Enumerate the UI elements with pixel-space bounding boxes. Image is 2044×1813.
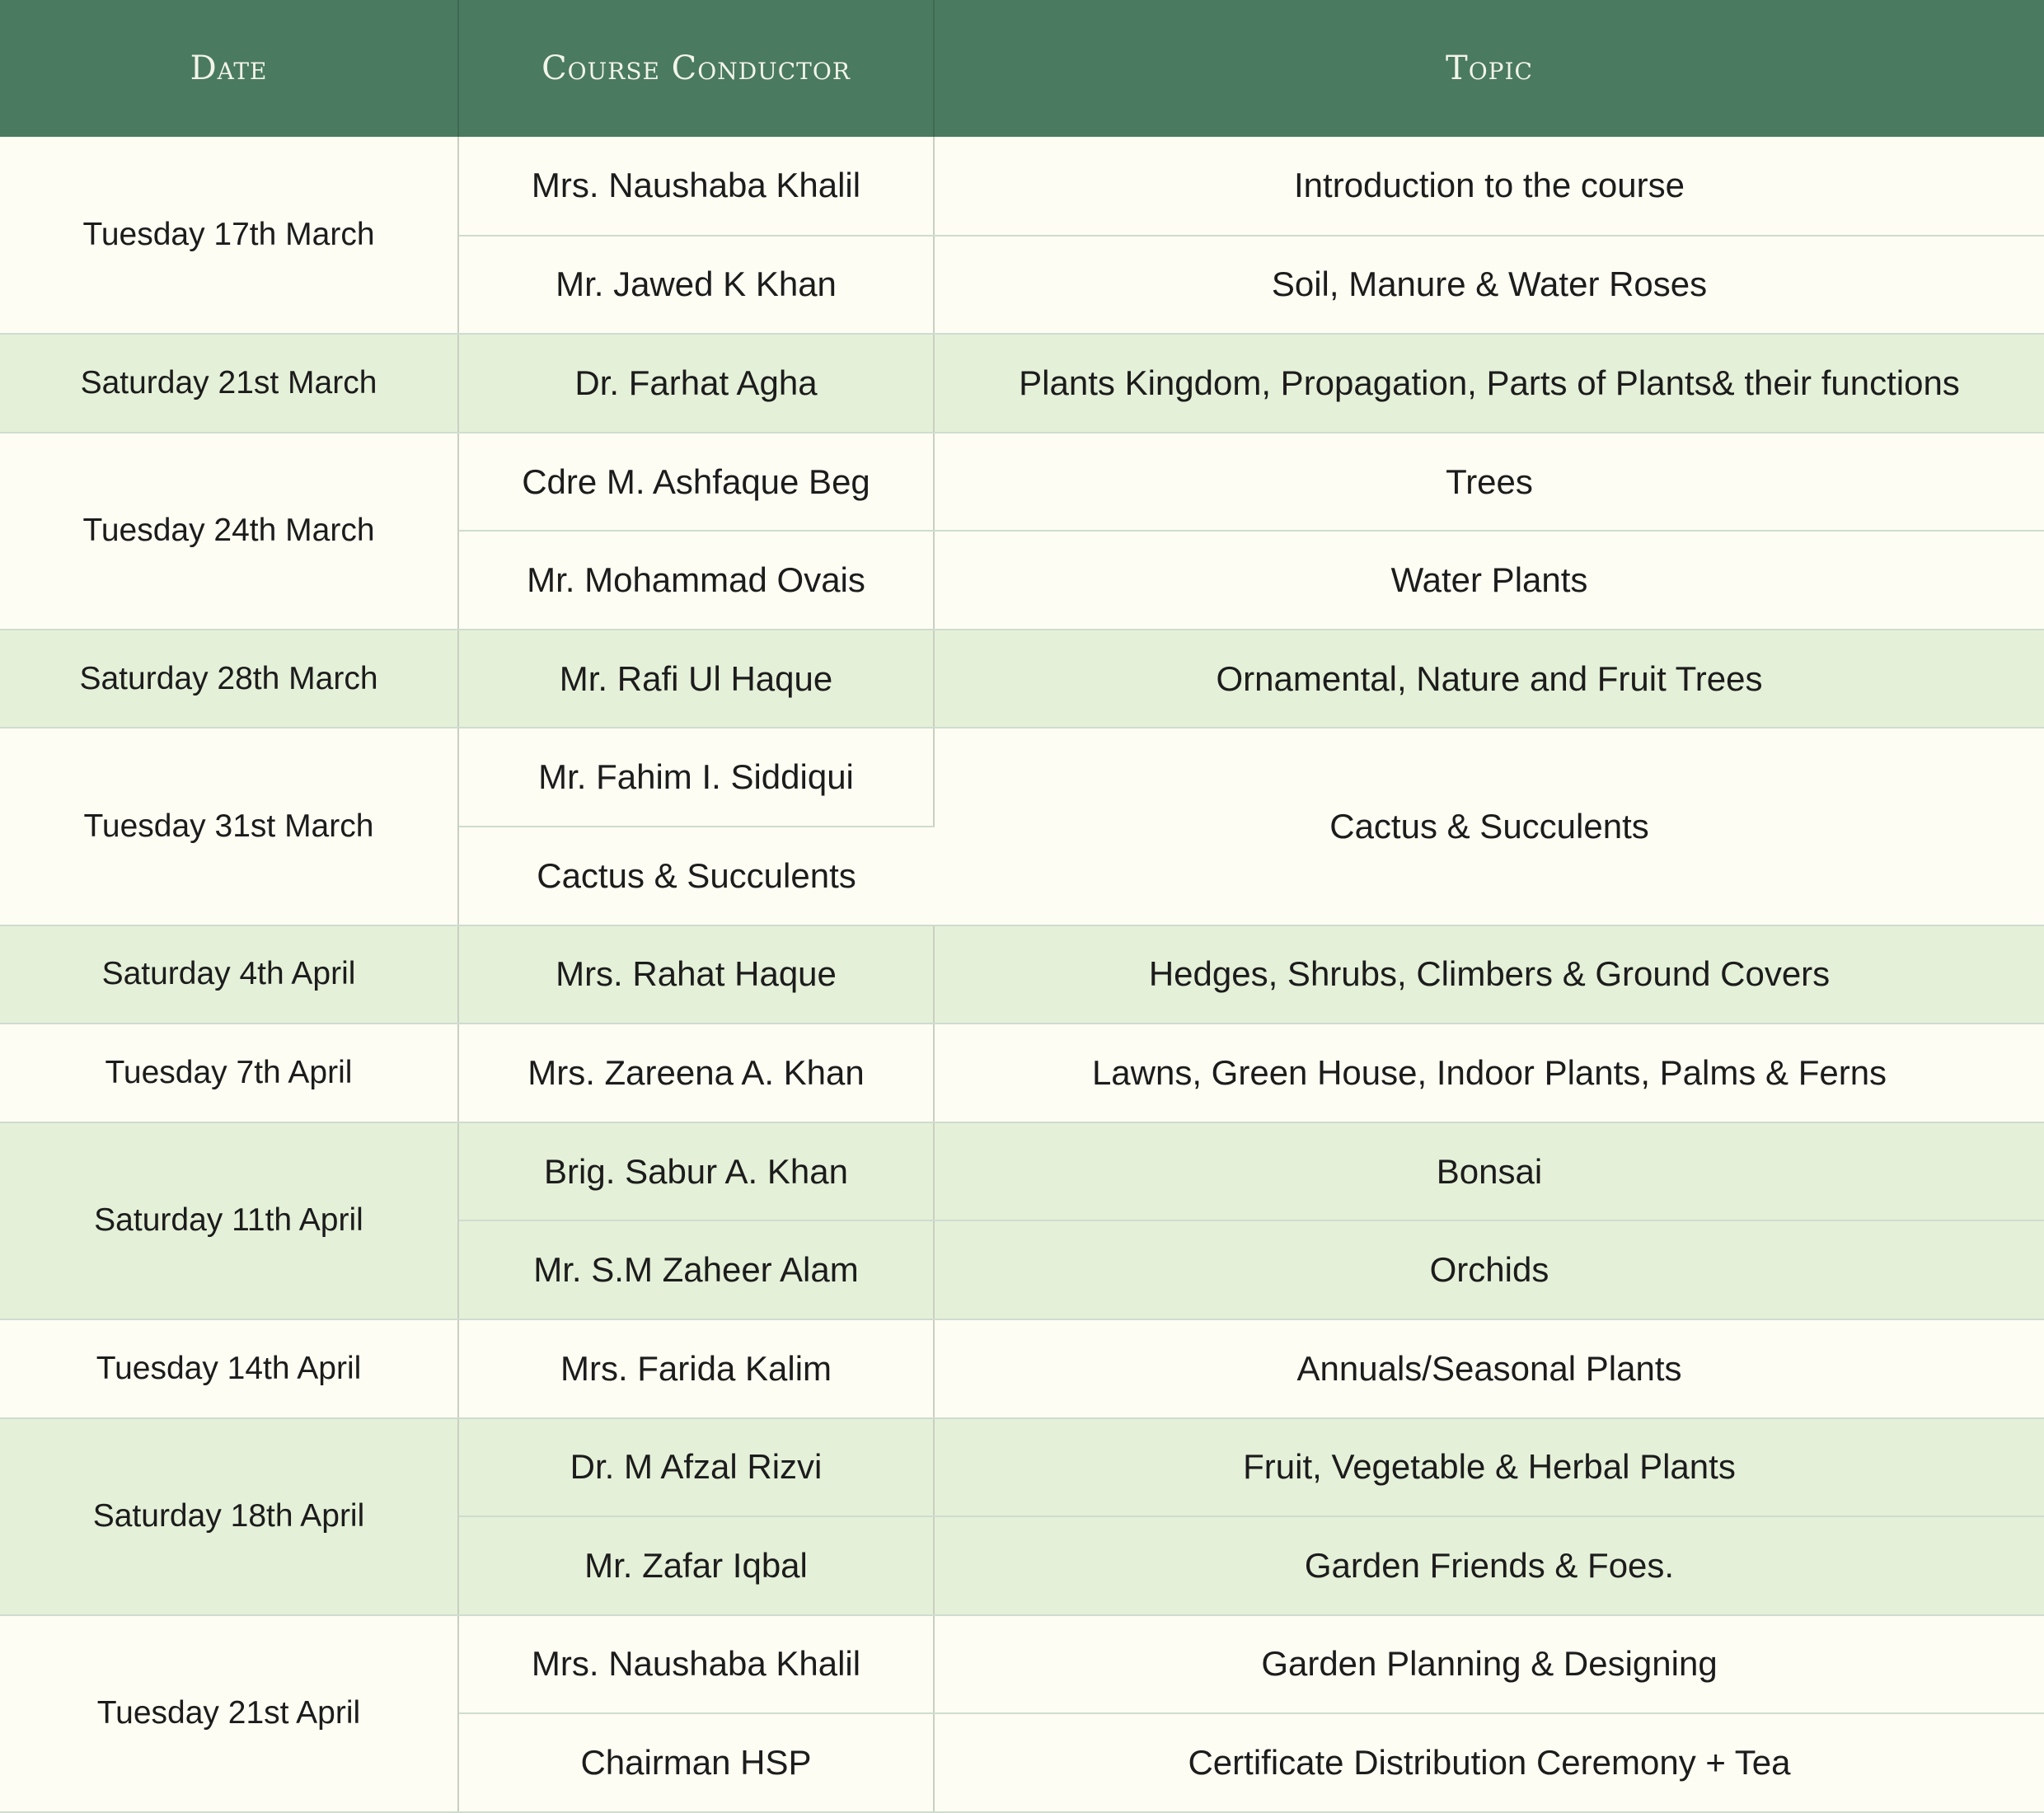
- table-row: [0, 1024, 2044, 1122]
- conductor-cell: Mrs. Naushaba Khalil: [458, 137, 934, 236]
- conductor-cell: Mr. Zafar Iqbal: [458, 1516, 934, 1615]
- topic-cell: Lawns, Green House, Indoor Plants, Palms & Ferns: [934, 1024, 2044, 1122]
- topic-cell: Annuals/Seasonal Plants: [934, 1319, 2044, 1418]
- table-row: [0, 334, 2044, 433]
- header-topic: Topic: [934, 0, 2044, 137]
- topic-cell: Certificate Distribution Ceremony + Tea: [934, 1713, 2044, 1812]
- table-body: [0, 137, 2044, 1812]
- header-date: Date: [0, 0, 458, 137]
- header-row: [0, 0, 2044, 137]
- date-cell: Tuesday 21st April: [0, 1615, 458, 1812]
- header-course-conductor: Course Conductor: [458, 0, 934, 137]
- table-row: [0, 1615, 2044, 1714]
- table-header: [0, 0, 2044, 137]
- conductor-cell: Mrs. Rahat Haque: [458, 925, 934, 1024]
- date-cell: Tuesday 31st March: [0, 728, 458, 925]
- table-row: [0, 728, 2044, 827]
- conductor-cell: Brig. Sabur A. Khan: [458, 1122, 934, 1221]
- conductor-cell: Chairman HSP: [458, 1713, 934, 1812]
- conductor-cell: Mr. Mohammad Ovais: [458, 531, 934, 630]
- topic-cell: Water Plants: [934, 531, 2044, 630]
- date-cell: Tuesday 24th March: [0, 433, 458, 630]
- conductor-cell: Mr. Jawed K Khan: [458, 236, 934, 335]
- topic-cell: Trees: [934, 433, 2044, 532]
- topic-cell: Cactus & Succulents: [934, 728, 2044, 925]
- conductor-cell: Cdre M. Ashfaque Beg: [458, 433, 934, 532]
- conductor-cell: Mr. S.M Zaheer Alam: [458, 1220, 934, 1319]
- table-row: [0, 1418, 2044, 1517]
- table-row: [0, 433, 2044, 532]
- table-row: [0, 1122, 2044, 1221]
- topic-cell: Fruit, Vegetable & Herbal Plants: [934, 1418, 2044, 1517]
- conductor-cell: Cactus & Succulents: [458, 827, 934, 925]
- conductor-cell: Mrs. Naushaba Khalil: [458, 1615, 934, 1714]
- topic-cell: Garden Friends & Foes.: [934, 1516, 2044, 1615]
- conductor-cell: Mr. Rafi Ul Haque: [458, 630, 934, 728]
- topic-cell: Introduction to the course: [934, 137, 2044, 236]
- table-row: [0, 630, 2044, 728]
- date-cell: Saturday 4th April: [0, 925, 458, 1024]
- conductor-cell: Mrs. Farida Kalim: [458, 1319, 934, 1418]
- topic-cell: Garden Planning & Designing: [934, 1615, 2044, 1714]
- date-cell: Tuesday 17th March: [0, 137, 458, 334]
- date-cell: Saturday 21st March: [0, 334, 458, 433]
- table-row: [0, 925, 2044, 1024]
- table-row: [0, 137, 2044, 236]
- topic-cell: Plants Kingdom, Propagation, Parts of Plants& their functions: [934, 334, 2044, 433]
- conductor-cell: Mrs. Zareena A. Khan: [458, 1024, 934, 1122]
- table-row: [0, 1319, 2044, 1418]
- topic-cell: Hedges, Shrubs, Climbers & Ground Covers: [934, 925, 2044, 1024]
- topic-cell: Bonsai: [934, 1122, 2044, 1221]
- topic-cell: Soil, Manure & Water Roses: [934, 236, 2044, 335]
- conductor-cell: Mr. Fahim I. Siddiqui: [458, 728, 934, 827]
- date-cell: Tuesday 14th April: [0, 1319, 458, 1418]
- topic-cell: Orchids: [934, 1220, 2044, 1319]
- conductor-cell: Dr. Farhat Agha: [458, 334, 934, 433]
- date-cell: Saturday 18th April: [0, 1418, 458, 1615]
- topic-cell: Ornamental, Nature and Fruit Trees: [934, 630, 2044, 728]
- date-cell: Saturday 28th March: [0, 630, 458, 728]
- conductor-cell: Dr. M Afzal Rizvi: [458, 1418, 934, 1517]
- date-cell: Tuesday 7th April: [0, 1024, 458, 1122]
- date-cell: Saturday 11th April: [0, 1122, 458, 1319]
